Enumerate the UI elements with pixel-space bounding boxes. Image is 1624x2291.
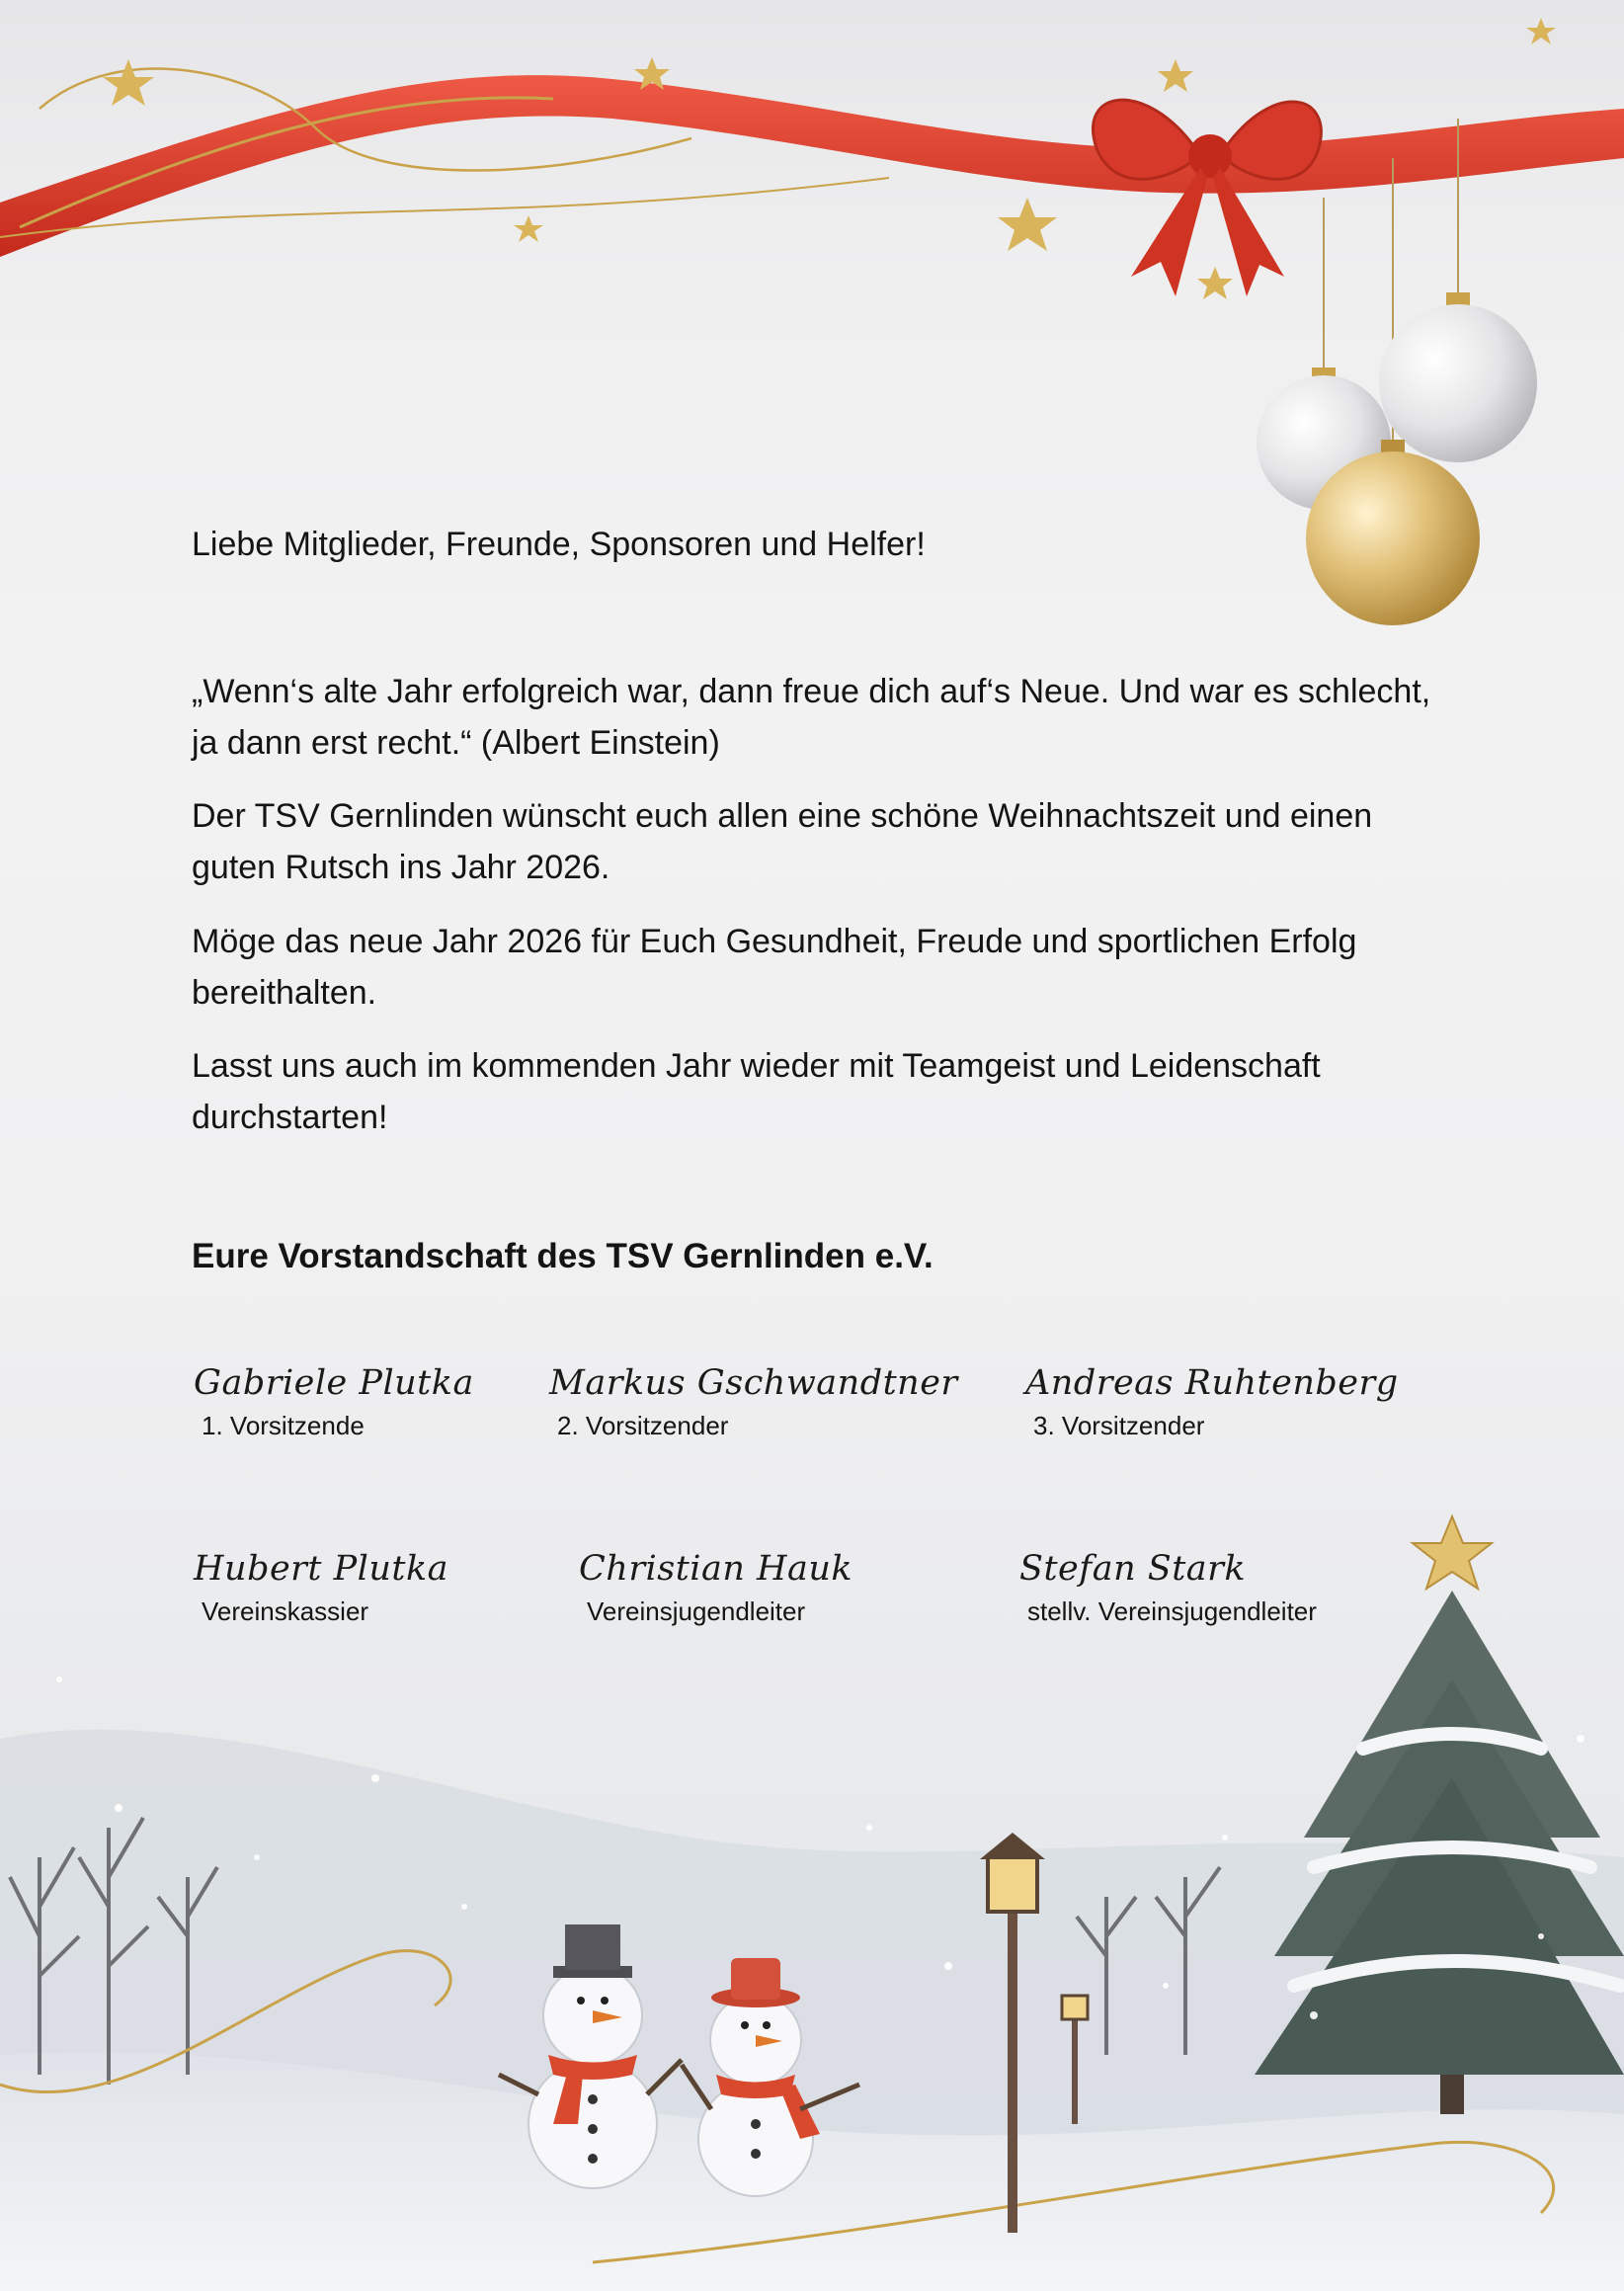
signature-name: Christian Hauk [579,1549,853,1589]
signature-role: Vereinsjugendleiter [587,1596,806,1626]
winter-landscape [0,1516,1624,2291]
signature-name: Markus Gschwandtner [549,1363,958,1403]
closing-line: Eure Vorstandschaft des TSV Gernlinden e.V. [192,1237,934,1275]
einstein-quote-paragraph: „Wenn‘s alte Jahr erfolgreich war, dann freue dich auf‘s Neue. Und war es schlecht, ja dann erst recht.“ (Albert Einstein) [192,673,1431,762]
signature-block [1025,1363,1399,1441]
season-wishes-paragraph: Der TSV Gernlinden wünscht euch allen eine schöne Weihnachtszeit und einen guten Rutsch ins Jahr 2026. [192,797,1373,886]
signature-name: Hubert Plutka [194,1549,449,1589]
signature-name: Gabriele Plutka [194,1363,474,1403]
signature-role: 3. Vorsitzender [1033,1411,1205,1440]
signature-name: Andreas Ruhtenberg [1025,1363,1399,1403]
signature-name: Stefan Stark [1019,1549,1247,1589]
signature-role: Vereinskassier [202,1596,369,1626]
new-year-wishes-paragraph: Möge das neue Jahr 2026 für Euch Gesundheit, Freude und sportlichen Erfolg bereithalten. [192,923,1357,1012]
signature-block [194,1549,448,1627]
red-ribbon [0,69,1624,257]
teamspirit-paragraph: Lasst uns auch im kommenden Jahr wieder mit Teamgeist und Leidenschaft durchstarten! [192,1047,1321,1136]
signature-role: 2. Vorsitzender [557,1411,729,1440]
hanging-ornaments [1257,119,1537,625]
signature-block [1019,1549,1317,1627]
signature-block [194,1363,474,1441]
signature-block [579,1549,853,1627]
ribbon-bow [1093,100,1321,296]
signature-role: 1. Vorsitzende [202,1411,365,1440]
signature-block [549,1363,958,1441]
greeting-line: Liebe Mitglieder, Freunde, Sponsoren und Helfer! [192,526,926,563]
signature-role: stellv. Vereinsjugendleiter [1027,1596,1317,1626]
